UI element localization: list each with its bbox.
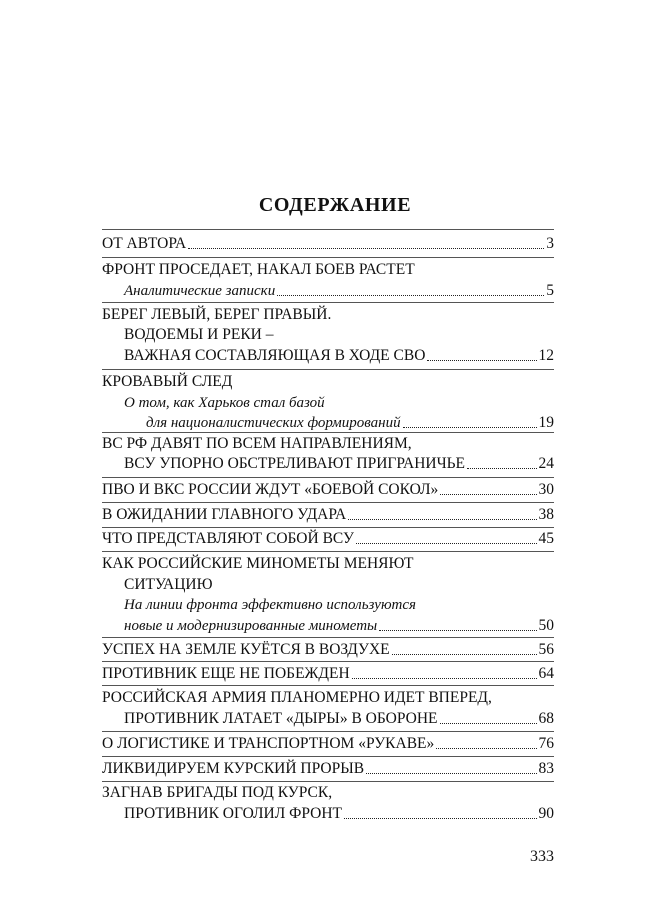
dot-leader	[440, 709, 537, 724]
divider	[102, 502, 554, 503]
toc-entry-title	[124, 709, 554, 729]
toc-entry-text: ЗАГНАВ БРИГАДЫ ПОД КУРСК,	[102, 784, 333, 801]
toc-page-number: 90	[538, 805, 554, 822]
toc-entry-text: ПВО И ВКС РОССИИ ЖДУТ «БОЕВОЙ СОКОЛ»	[102, 481, 439, 498]
divider	[102, 756, 554, 757]
dot-leader	[356, 529, 536, 544]
dot-leader	[352, 664, 537, 679]
toc-page-number: 76	[538, 735, 554, 752]
toc-entry-text: О том, как Харьков стал базой	[124, 395, 325, 411]
toc-entry-title	[102, 664, 554, 684]
toc-entry-text: БЕРЕГ ЛЕВЫЙ, БЕРЕГ ПРАВЫЙ.	[102, 306, 332, 323]
dot-leader	[348, 505, 536, 520]
toc-entry-text: КАК РОССИЙСКИЕ МИНОМЕТЫ МЕНЯЮТ	[102, 555, 414, 572]
dot-leader	[467, 454, 536, 469]
divider	[102, 551, 554, 552]
toc-entry-title	[102, 734, 554, 754]
dot-leader	[427, 346, 536, 361]
toc-entry-title	[124, 454, 554, 474]
toc-page-number: 3	[546, 235, 554, 252]
toc-page-number: 45	[538, 530, 554, 547]
toc-entry-text: ОТ АВТОРА	[102, 235, 187, 252]
dot-leader	[436, 734, 536, 749]
divider	[102, 477, 554, 478]
toc-entry-text: В ОЖИДАНИИ ГЛАВНОГО УДАРА	[102, 506, 347, 523]
toc-entry-title	[102, 640, 554, 660]
toc-entry-title	[124, 804, 554, 824]
dot-leader	[366, 759, 536, 774]
toc-page-number: 50	[538, 617, 554, 634]
toc-entry-subtitle	[124, 616, 554, 636]
dot-leader	[344, 804, 537, 819]
dot-leader	[440, 480, 536, 495]
toc-entry-text: ФРОНТ ПРОСЕДАЕТ, НАКАЛ БОЕВ РАСТЕТ	[102, 261, 415, 278]
toc-entry-subtitle	[146, 413, 554, 433]
toc-entry-title	[102, 529, 554, 549]
toc-entry-title	[102, 554, 542, 574]
toc-entry-title	[124, 346, 554, 366]
toc-entry-title	[124, 575, 542, 595]
toc-page-number: 68	[538, 710, 554, 727]
toc-entry-subtitle	[124, 281, 554, 301]
toc-entry-text: ПРОТИВНИК ЛАТАЕТ «ДЫРЫ» В ОБОРОНЕ	[124, 710, 438, 727]
toc-entry-subtitle	[124, 595, 542, 615]
divider	[102, 685, 554, 686]
divider	[102, 637, 554, 638]
divider	[102, 527, 554, 528]
toc-entry-text: На линии фронта эффективно используются	[124, 597, 416, 613]
dot-leader	[403, 413, 537, 428]
toc-entry-text: ВС РФ ДАВЯТ ПО ВСЕМ НАПРАВЛЕНИЯМ,	[102, 435, 412, 452]
toc-page-number: 56	[538, 641, 554, 658]
toc-entry-title	[102, 480, 554, 500]
toc-entry-text: ЛИКВИДИРУЕМ КУРСКИЙ ПРОРЫВ	[102, 760, 365, 777]
dot-leader	[379, 616, 536, 631]
divider	[102, 369, 554, 370]
page-title: СОДЕРЖАНИЕ	[258, 194, 412, 216]
toc-page-number: 12	[538, 347, 554, 364]
divider	[102, 781, 554, 782]
dot-leader	[392, 640, 537, 655]
toc-entry-text: СИТУАЦИЮ	[124, 576, 213, 593]
divider	[102, 257, 554, 258]
toc-entry-text: ПРОТИВНИК ОГОЛИЛ ФРОНТ	[124, 805, 342, 822]
toc-entry-title	[102, 434, 542, 454]
toc-entry-title	[102, 688, 542, 708]
toc-page-number: 83	[538, 760, 554, 777]
toc-entry-text: для националистических формирований	[146, 415, 401, 431]
toc-entry-title	[102, 234, 554, 254]
divider	[102, 302, 554, 303]
divider	[102, 432, 554, 433]
divider	[102, 229, 554, 230]
toc-entry-text: О ЛОГИСТИКЕ И ТРАНСПОРТНОМ «РУКАВЕ»	[102, 735, 435, 752]
toc-entry-text: РОССИЙСКАЯ АРМИЯ ПЛАНОМЕРНО ИДЕТ ВПЕРЕД,	[102, 689, 492, 706]
toc-entry-text: ВАЖНАЯ СОСТАВЛЯЮЩАЯ В ХОДЕ СВО	[124, 347, 426, 364]
toc-entry-title	[102, 759, 554, 779]
toc-entry-text: ВСУ УПОРНО ОБСТРЕЛИВАЮТ ПРИГРАНИЧЬЕ	[124, 455, 466, 472]
toc-entry-subtitle	[124, 393, 542, 413]
toc-entry-text: новые и модернизированные минометы	[124, 618, 378, 634]
toc-page-number: 19	[538, 414, 554, 431]
toc-entry-title	[102, 783, 542, 803]
toc-page-number: 30	[538, 481, 554, 498]
toc-page-number: 64	[538, 665, 554, 682]
toc-entry-text: УСПЕХ НА ЗЕМЛЕ КУЁТСЯ В ВОЗДУХЕ	[102, 641, 390, 658]
toc-entry-text: КРОВАВЫЙ СЛЕД	[102, 373, 233, 390]
page-number: 333	[530, 848, 554, 865]
toc-page-number: 24	[538, 455, 554, 472]
toc-page-number: 5	[546, 282, 554, 299]
divider	[102, 661, 554, 662]
divider	[102, 731, 554, 732]
toc-entry-text: Аналитические записки	[124, 283, 276, 299]
toc-entry-title	[102, 505, 554, 525]
toc-entry-title	[124, 325, 542, 345]
dot-leader	[277, 281, 544, 296]
toc-entry-text: ПРОТИВНИК ЕЩЕ НЕ ПОБЕЖДЕН	[102, 665, 350, 682]
toc-entry-title	[102, 372, 542, 392]
toc-entry-title	[102, 305, 542, 325]
toc-entry-text: ЧТО ПРЕДСТАВЛЯЮТ СОБОЙ ВСУ	[102, 530, 355, 547]
toc-entry-title	[102, 260, 542, 280]
toc-page-number: 38	[538, 506, 554, 523]
dot-leader	[188, 234, 544, 249]
toc-entry-text: ВОДОЕМЫ И РЕКИ –	[124, 326, 274, 343]
